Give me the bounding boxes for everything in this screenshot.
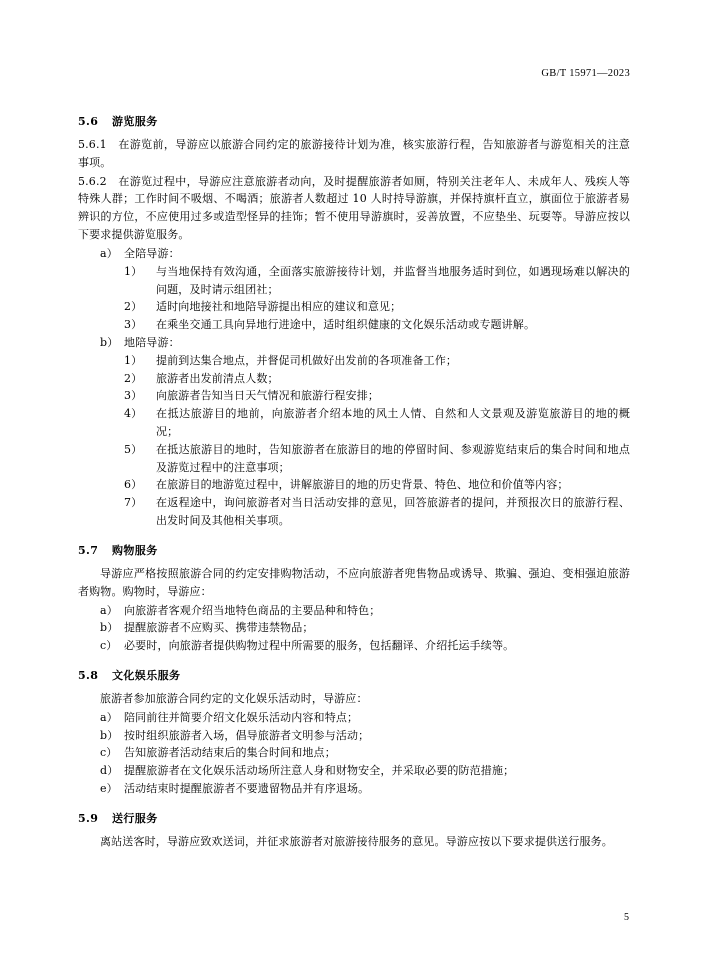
list-item-b <box>78 334 630 352</box>
list-item-b-4 <box>78 405 630 441</box>
list-text: 告知旅游者活动结束后的集合时间和地点； <box>124 746 336 760</box>
list-marker: 3） <box>124 318 143 332</box>
list-marker: 2） <box>124 371 143 385</box>
section-number: 5.7 <box>78 543 99 557</box>
section-number: 5.8 <box>78 668 99 682</box>
section-number: 5.6 <box>78 115 99 128</box>
list-item-b-3 <box>78 387 630 405</box>
list-text: 地陪导游： <box>124 335 180 349</box>
section-number: 5.9 <box>78 811 99 825</box>
page-number: 5 <box>624 912 629 923</box>
list-marker: 7） <box>124 496 143 510</box>
list-marker: d） <box>100 764 119 778</box>
list-marker: a） <box>100 710 118 724</box>
list-text: 活动结束时提醒旅游者不要遗留物品并有序退场。 <box>124 782 370 795</box>
list-text: 旅游者出发前清点人数； <box>156 371 279 385</box>
list-item-5-7-a <box>78 602 630 620</box>
list-item-5-7-b <box>78 619 630 637</box>
list-item-b-1 <box>78 352 630 370</box>
list-item-5-8-b <box>78 727 630 745</box>
list-text: 在抵达旅游目的地前，向旅游者介绍本地的风土人情、自然和人文景观及游览旅游目的地的概况； <box>156 407 630 438</box>
clause-5-6-1 <box>78 136 630 172</box>
page-content <box>78 68 630 852</box>
list-item-b-2 <box>78 370 630 388</box>
list-text: 在抵达旅游目的地时，告知旅游者在旅游目的地的停留时间、参观游览结束后的集合时间和地点及游览过程中的注意事项； <box>156 442 630 474</box>
list-item-b-6 <box>78 476 630 494</box>
list-text: 提前到达集合地点，并督促司机做好出发前的各项准备工作； <box>156 353 458 367</box>
list-item-a-2 <box>78 298 630 316</box>
list-text: 在返程途中，询问旅游者对当日活动安排的意见，回答旅游者的提问，并预报次日的旅游行程、出发时间及其他相关事项。 <box>156 496 630 528</box>
list-text: 与当地保持有效沟通，全面落实旅游接待计划，并监督当地服务适时到位，如遇现场难以解决的问题，及时请示组团社； <box>156 264 630 296</box>
list-text: 陪同前往并简要介绍文化娱乐活动内容和特点； <box>124 710 359 724</box>
list-marker: a） <box>100 603 118 617</box>
section-heading-5-9 <box>78 810 630 826</box>
list-marker: 3） <box>124 389 143 403</box>
clause-5-7-intro: 导游应严格按照旅游合同的约定安排购物活动，不应向旅游者兜售物品或诱导、欺骗、强迫、变相强迫旅游者购物。购物时，导游应： <box>78 566 630 598</box>
list-item-a <box>78 245 630 263</box>
list-marker: 1） <box>124 264 143 278</box>
list-marker: e） <box>100 782 118 795</box>
list-item-5-8-d <box>78 762 630 780</box>
list-marker: a） <box>100 246 118 260</box>
list-item-b-5 <box>78 441 630 477</box>
clause-text: 在游览前，导游应以旅游合同约定的旅游接待计划为准，核实旅游行程，告知旅游者与游览相关的注意事项。 <box>78 138 630 169</box>
list-text: 提醒旅游者在文化娱乐活动场所注意人身和财物安全，并采取必要的防范措施； <box>124 764 515 778</box>
list-marker: c） <box>100 746 118 760</box>
section-heading-5-7 <box>78 542 630 558</box>
list-item-a-3 <box>78 316 630 334</box>
section-title: 送行服务 <box>112 811 158 825</box>
list-text: 适时向地接社和地陪导游提出相应的建议和意见； <box>156 300 402 314</box>
clause-label: 5.6.1 <box>78 138 107 151</box>
section-title: 购物服务 <box>112 543 158 557</box>
list-marker: 6） <box>124 478 143 492</box>
clause-text: 在游览过程中，导游应注意旅游者动向，及时提醒旅游者如厕，特别关注老年人、未成年人、残疾人等特殊人群；工作时间不吸烟、不喝酒；旅游者人数超过 10 人时持导游旗，并保持旗杆直立，旗面位于旅游者易辨识的方位，不应使用过多或造型怪异的挂饰；暂不使用导游旗时，妥善放置，不应垫坐、玩耍等。导游应按以下要求提供游览服务。 <box>78 174 630 242</box>
section-title: 文化娱乐服务 <box>112 668 181 682</box>
section-title: 游览服务 <box>112 115 158 128</box>
list-item-b-7 <box>78 494 630 530</box>
clause-5-6-2 <box>78 173 630 244</box>
clause-5-9-intro: 离站送客时，导游应致欢送词，并征求旅游者对旅游接待服务的意见。导游应按以下要求提供送行服务。 <box>100 834 613 848</box>
list-item-5-8-c <box>78 744 630 762</box>
list-item-5-8-e <box>78 780 630 798</box>
list-text: 向旅游者告知当日天气情况和旅游行程安排； <box>156 389 379 403</box>
section-heading-5-8 <box>78 667 630 683</box>
list-item-5-8-a <box>78 709 630 727</box>
list-item-a-1 <box>78 263 630 299</box>
list-marker: 2） <box>124 300 143 314</box>
list-text: 在乘坐交通工具向异地行进途中，适时组织健康的文化娱乐活动或专题讲解。 <box>156 318 536 332</box>
list-marker: b） <box>100 335 119 349</box>
list-text: 提醒旅游者不应购买、携带违禁物品； <box>124 621 314 635</box>
list-text: 按时组织旅游者入场，倡导旅游者文明参与活动； <box>124 728 370 742</box>
section-heading-5-6 <box>78 113 630 129</box>
list-text: 必要时，向旅游者提供购物过程中所需要的服务，包括翻译、介绍托运手续等。 <box>124 639 515 653</box>
list-marker: b） <box>100 728 119 742</box>
clause-5-8-intro: 旅游者参加旅游合同约定的文化娱乐活动时，导游应： <box>100 691 368 705</box>
clause-label: 5.6.2 <box>78 174 107 188</box>
list-marker: 4） <box>124 407 143 421</box>
list-marker: b） <box>100 621 119 635</box>
list-marker: c） <box>100 639 118 653</box>
list-marker: 1） <box>124 353 143 367</box>
list-item-5-7-c <box>78 637 630 655</box>
list-text: 全陪导游： <box>124 246 180 260</box>
page-header: GB/T 15971—2023 <box>541 68 630 79</box>
list-text: 在旅游目的地游览过程中，讲解旅游目的地的历史背景、特色、地位和价值等内容； <box>156 478 569 492</box>
list-text: 向旅游者客观介绍当地特色商品的主要品种和特色； <box>124 603 381 617</box>
list-marker: 5） <box>124 442 143 456</box>
